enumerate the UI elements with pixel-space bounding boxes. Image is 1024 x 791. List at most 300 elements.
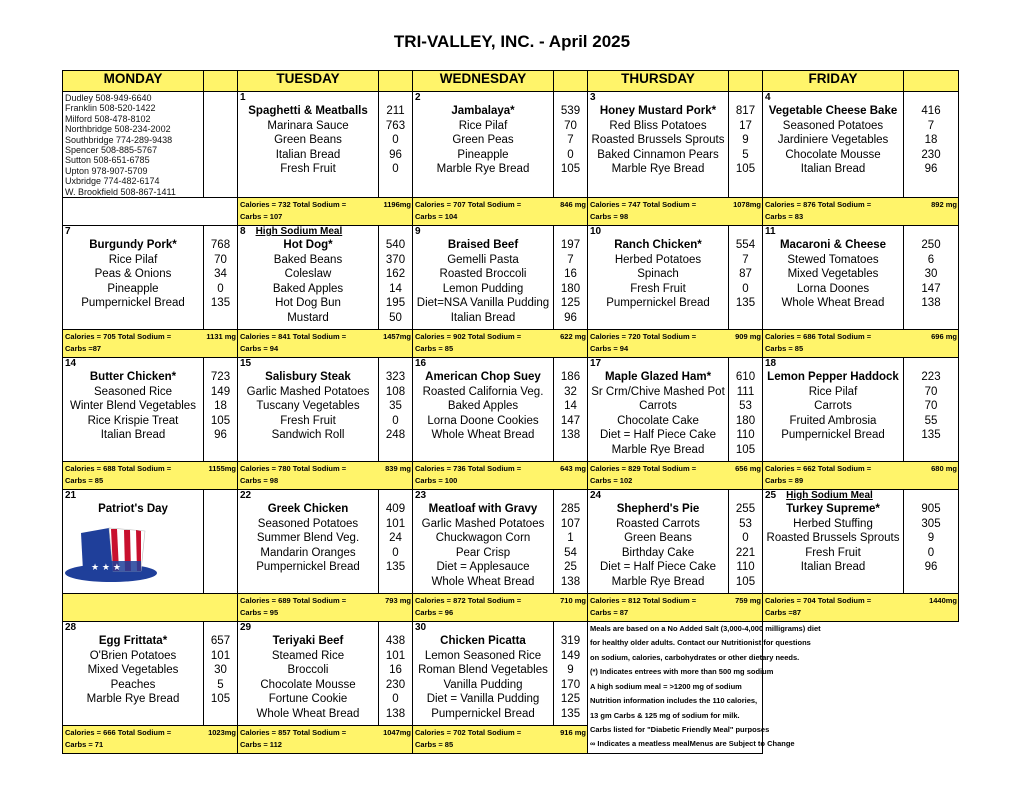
calorie-column — [554, 92, 588, 198]
calorie-value: 305 — [921, 517, 941, 530]
calorie-value: 30 — [924, 268, 938, 281]
nutrition-footer — [63, 330, 238, 358]
footer-line-1 — [238, 594, 412, 607]
menu-item: Mixed Vegetables — [87, 664, 179, 677]
calorie-value: 110 — [736, 429, 755, 442]
calorie-value: 70 — [564, 119, 577, 132]
nutrition-footer — [763, 198, 959, 226]
date-number — [413, 92, 553, 104]
calorie-value: 817 — [735, 105, 756, 117]
calorie-column — [729, 358, 763, 462]
footer-line-1 — [413, 198, 587, 211]
calorie-value: 53 — [739, 400, 752, 413]
menu-item: Spinach — [637, 268, 679, 281]
menu-item: Roasted Broccoli — [439, 268, 527, 281]
calorie-value: 125 — [560, 297, 581, 310]
menu-item: Diet = Applesauce — [436, 561, 530, 574]
day-header-spacer — [204, 71, 238, 92]
menu-item: Green Beans — [624, 532, 692, 545]
nutrition-footer — [588, 594, 763, 622]
day-cell — [413, 358, 554, 462]
date-label: 4 — [765, 92, 771, 103]
menu-items — [63, 634, 203, 707]
menu-item: Sr Crm/Chive Mashed Pot — [591, 385, 725, 398]
day-cell — [238, 622, 379, 726]
day-cell — [763, 358, 904, 462]
menu-item: Lemon Pudding — [442, 282, 524, 295]
day-header: FRIDAY — [763, 71, 904, 92]
calories-total: Calories = 841 Total Sodium = — [240, 332, 347, 342]
menu-items — [63, 238, 203, 311]
carbs-total: Carbs =87 — [765, 608, 802, 618]
sodium-total: 916 mg — [560, 728, 586, 738]
footer-line-1 — [238, 330, 412, 343]
calorie-value: 319 — [560, 635, 581, 648]
high-sodium-tag: High Sodium Meal — [786, 490, 873, 502]
calorie-values — [729, 92, 762, 177]
menu-item: Chocolate Mousse — [785, 148, 881, 161]
calorie-value: 14 — [564, 400, 577, 413]
page-title: TRI-VALLEY, INC. - April 2025 — [393, 32, 631, 51]
menu-item: Fresh Fruit — [280, 414, 336, 427]
date-label: 9 — [415, 226, 421, 238]
menu-item: Seasoned Potatoes — [782, 119, 884, 132]
calorie-column — [904, 226, 959, 330]
date-number — [588, 358, 728, 370]
sodium-total: 680 mg — [931, 464, 957, 474]
menu-item: Herbed Stuffing — [793, 517, 873, 530]
menu-item: Greek Chicken — [267, 503, 349, 516]
carbs-total: Carbs = 94 — [590, 344, 629, 354]
calorie-value: 5 — [742, 148, 749, 161]
calories-total: Calories = 704 Total Sodium = — [765, 596, 872, 606]
menu-item: Carrots — [814, 400, 852, 413]
menu-items — [63, 370, 203, 443]
calorie-values — [904, 358, 958, 443]
calorie-values — [904, 92, 958, 177]
date-label: 7 — [65, 226, 71, 238]
menu-item: Baked Cinnamon Pears — [597, 148, 719, 161]
sodium-total: 1023mg — [208, 728, 236, 738]
calorie-value: 0 — [927, 546, 935, 559]
carbs-total: Carbs = 102 — [590, 476, 633, 486]
menu-item: Whole Wheat Bread — [431, 429, 535, 442]
calories-total: Calories = 666 Total Sodium = — [65, 728, 172, 738]
footer-line-1 — [763, 462, 958, 475]
menu-item: Garlic Mashed Potatoes — [246, 385, 370, 398]
menu-item: Hot Dog Bun — [275, 297, 341, 310]
menu-item: Chocolate Cake — [617, 414, 699, 427]
contact-line: Upton 978-907-5709 — [65, 165, 148, 176]
carbs-total: Carbs = 85 — [415, 740, 454, 750]
menu-items — [763, 104, 903, 177]
date-number — [238, 358, 378, 370]
menu-item: Pumpernickel Bread — [781, 429, 885, 442]
menu-item: Fresh Fruit — [630, 282, 686, 295]
menu-item: Roasted Brussels Sprouts — [591, 134, 725, 147]
meatless-note: ∞ Indicates a meatless meal — [590, 739, 690, 749]
calorie-value: 105 — [735, 576, 756, 589]
menu-item: Whole Wheat Bread — [781, 297, 885, 310]
menu-item: Peaches — [110, 678, 156, 691]
nutrition-footer — [413, 594, 588, 622]
menu-item: Lorna Doone Cookies — [427, 414, 539, 427]
footer-line-1 — [238, 462, 412, 475]
calorie-value: 0 — [567, 148, 574, 161]
calorie-value: 16 — [389, 664, 402, 677]
menu-item: Fresh Fruit — [280, 163, 336, 176]
calorie-value: 108 — [385, 385, 406, 398]
calorie-column — [904, 92, 959, 198]
calories-total: Calories = 736 Total Sodium = — [415, 464, 522, 474]
menu-item: Whole Wheat Bread — [256, 708, 360, 721]
week-footer-row — [63, 594, 959, 622]
menu-items — [588, 104, 728, 177]
date-number — [763, 226, 903, 238]
menu-item: Vegetable Cheese Bake — [768, 105, 898, 117]
week-row — [63, 622, 959, 726]
date-label: 23 — [415, 490, 427, 502]
week-row — [63, 490, 959, 594]
date-label: 25 — [765, 490, 777, 502]
day-cell — [413, 92, 554, 198]
calorie-value: 111 — [736, 385, 755, 398]
menu-item: Maple Glazed Ham* — [604, 371, 712, 384]
menu-item: Chuckwagon Corn — [435, 532, 531, 545]
nutrition-footer — [763, 462, 959, 490]
calorie-value: 323 — [385, 371, 406, 384]
menu-item: Broccoli — [287, 664, 329, 677]
calorie-value: 539 — [560, 105, 581, 117]
date-number — [63, 358, 203, 370]
menu-items — [588, 502, 728, 590]
date-number — [238, 226, 378, 238]
calories-total: Calories = 857 Total Sodium = — [240, 728, 347, 738]
calorie-value: 223 — [921, 371, 941, 384]
carbs-total: Carbs = 94 — [240, 344, 279, 354]
calorie-values — [904, 226, 958, 311]
date-number — [413, 490, 553, 502]
calorie-value: 135 — [210, 297, 231, 310]
menu-item: Diet = Half Piece Cake — [599, 561, 716, 574]
sodium-total: 839 mg — [385, 464, 411, 474]
calorie-value: 230 — [385, 678, 406, 691]
calorie-value: 147 — [921, 282, 941, 295]
calories-total: Calories = 705 Total Sodium = — [65, 332, 172, 342]
calorie-value: 96 — [924, 561, 938, 574]
calorie-value: 285 — [560, 503, 581, 516]
calorie-column — [204, 622, 238, 726]
nutrition-footer — [63, 462, 238, 490]
carbs-total: Carbs = 89 — [765, 476, 804, 486]
carbs-total: Carbs = 100 — [415, 476, 458, 486]
calorie-column — [554, 358, 588, 462]
calorie-value: 0 — [392, 134, 399, 147]
calories-total: Calories = 689 Total Sodium = — [240, 596, 347, 606]
calorie-value: 416 — [921, 105, 941, 117]
menu-item: American Chop Suey — [425, 371, 541, 384]
calorie-value: 96 — [564, 312, 577, 325]
menu-item: Stewed Tomatoes — [787, 253, 879, 266]
carbs-total: Carbs = 85 — [765, 344, 804, 354]
calorie-column — [729, 226, 763, 330]
calorie-value: 105 — [210, 693, 231, 706]
menu-item: Roasted Carrots — [616, 517, 700, 530]
calorie-value: 30 — [214, 664, 227, 677]
menu-item: Coleslaw — [284, 268, 332, 281]
calorie-value: 0 — [742, 532, 749, 545]
calorie-value: 195 — [385, 297, 406, 310]
contact-line: Milford 508-478-8102 — [65, 113, 151, 124]
note-line: 13 gm Carbs & 125 mg of sodium for milk. — [590, 710, 740, 720]
date-label: 17 — [590, 358, 602, 370]
calorie-value: 0 — [217, 282, 224, 295]
sodium-total: 1047mg — [383, 728, 411, 738]
nutrition-footer — [238, 330, 413, 358]
date-number — [63, 490, 203, 502]
calorie-column — [729, 92, 763, 198]
carbs-total: Carbs = 85 — [415, 344, 454, 354]
menu-item: Garlic Mashed Potatoes — [421, 517, 545, 530]
calorie-value: 105 — [735, 163, 756, 176]
calorie-value: 250 — [921, 239, 941, 252]
calorie-value: 370 — [385, 253, 406, 266]
menu-item: Fortune Cookie — [268, 693, 348, 706]
day-cell — [763, 226, 904, 330]
week-footer-row — [63, 726, 959, 754]
week-row — [63, 358, 959, 462]
footer-line-1 — [238, 726, 412, 739]
calorie-values — [204, 358, 237, 443]
menu-item: Fruited Ambrosia — [789, 414, 877, 427]
calorie-value: 768 — [210, 239, 231, 252]
date-number — [763, 490, 903, 502]
note-last-line — [590, 737, 795, 751]
date-label: 14 — [65, 358, 77, 370]
calorie-value: 5 — [217, 678, 224, 691]
date-label: 24 — [590, 490, 602, 502]
calorie-value: 53 — [739, 517, 752, 530]
menu-item: Burgundy Pork* — [89, 239, 177, 252]
day-header-spacer — [729, 71, 763, 92]
sodium-total: 1078mg — [733, 200, 761, 210]
menu-item: Butter Chicken* — [89, 371, 177, 384]
calorie-value: 135 — [735, 297, 756, 310]
menu-item: Pumpernickel Bread — [431, 708, 535, 721]
menu-item: Marble Rye Bread — [611, 444, 705, 457]
calories-total: Calories = 747 Total Sodium = — [590, 200, 697, 210]
svg-text:★ ★ ★: ★ ★ ★ — [91, 562, 121, 573]
calorie-value: 17 — [739, 119, 752, 132]
date-label: 2 — [415, 92, 421, 103]
sodium-total: 892 mg — [931, 200, 957, 210]
day-header: TUESDAY — [238, 71, 379, 92]
calorie-value: 101 — [385, 649, 406, 662]
menu-items — [763, 502, 903, 575]
date-label: 16 — [415, 358, 427, 370]
calorie-value: 54 — [564, 546, 577, 559]
contact-line: Northbridge 508-234-2002 — [65, 124, 171, 135]
calorie-value: 149 — [210, 385, 231, 398]
sodium-total: 643 mg — [560, 464, 586, 474]
menu-item: Lemon Pepper Haddock — [767, 371, 899, 384]
menu-item: Diet = Half Piece Cake — [599, 429, 716, 442]
day-header-row — [63, 71, 959, 92]
calorie-values — [904, 490, 958, 575]
menu-item: Hot Dog* — [283, 239, 333, 252]
carbs-total: Carbs = 107 — [240, 212, 283, 222]
calorie-value: 180 — [560, 282, 581, 295]
date-number — [413, 358, 553, 370]
calorie-column — [204, 226, 238, 330]
date-label: 3 — [590, 92, 596, 103]
menu-item: Meatloaf with Gravy — [428, 503, 538, 516]
high-sodium-tag: High Sodium Meal — [255, 226, 343, 238]
carbs-total: Carbs = 104 — [415, 212, 458, 222]
day-cell — [238, 358, 379, 462]
menu-item: Braised Beef — [447, 239, 519, 252]
menu-item: Diet = Vanilla Pudding — [426, 693, 540, 706]
footer-line-1 — [763, 330, 958, 343]
calorie-value: 1 — [567, 532, 574, 545]
calorie-value: 101 — [210, 649, 231, 662]
date-number — [588, 490, 728, 502]
menu-item: Marble Rye Bread — [436, 163, 530, 176]
note-line: Carbs listed for "Diabetic Friendly Meal" purposes — [590, 724, 770, 734]
calorie-value: 149 — [560, 649, 581, 662]
calorie-value: 135 — [560, 708, 581, 721]
menu-item: Turkey Supreme* — [786, 503, 880, 516]
menu-items — [413, 238, 553, 326]
sodium-total: 909 mg — [735, 332, 761, 342]
calorie-column — [379, 490, 413, 594]
sodium-total: 759 mg — [735, 596, 761, 606]
calories-total: Calories = 732 Total Sodium = — [240, 200, 347, 210]
footer-line-1 — [588, 462, 762, 475]
menu-item: Pumpernickel Bread — [606, 297, 710, 310]
carbs-total: Carbs =87 — [65, 344, 102, 354]
calories-total: Calories = 872 Total Sodium = — [415, 596, 522, 606]
date-label: 18 — [765, 358, 777, 370]
date-label: 1 — [240, 92, 246, 103]
sodium-total: 1440mg — [929, 596, 957, 606]
nutrition-footer — [238, 726, 413, 754]
note-line: (*) Indicates entrees with more than 500 mg sodium — [590, 667, 774, 677]
calorie-values — [729, 358, 762, 458]
menu-item: Mandarin Oranges — [260, 546, 356, 559]
menu-item: Mixed Vegetables — [787, 268, 879, 281]
menu-item: Pear Crisp — [455, 546, 511, 559]
calorie-value: 24 — [389, 532, 402, 545]
calorie-value: 170 — [560, 678, 581, 691]
menu-item: Italian Bread — [800, 561, 866, 574]
calorie-value: 610 — [735, 371, 756, 384]
menu-item: Teriyaki Beef — [272, 635, 344, 648]
nutrition-footer — [413, 462, 588, 490]
footer-line-1 — [63, 462, 237, 475]
calorie-value: 34 — [214, 268, 227, 281]
nutrition-footer — [238, 462, 413, 490]
day-cell — [413, 490, 554, 594]
sodium-total: 1155mg — [208, 464, 236, 474]
nutrition-footer — [238, 594, 413, 622]
menu-items — [238, 370, 378, 443]
menu-item: Italian Bread — [800, 163, 866, 176]
menu-item: Pineapple — [457, 148, 509, 161]
calorie-value: 96 — [389, 148, 402, 161]
calorie-column — [904, 358, 959, 462]
calorie-value: 6 — [927, 253, 935, 266]
menu-item: Pineapple — [107, 282, 159, 295]
date-number — [238, 490, 378, 502]
nutrition-footer — [413, 198, 588, 226]
calorie-value: 101 — [385, 517, 406, 530]
menu-items — [413, 502, 553, 590]
footer-line-1 — [413, 330, 587, 343]
calorie-value: 32 — [564, 385, 577, 398]
calories-total: Calories = 812 Total Sodium = — [590, 596, 697, 606]
calorie-values — [379, 226, 412, 326]
footer-line-1 — [413, 594, 587, 607]
calorie-value: 107 — [560, 517, 581, 530]
nutrition-footer — [413, 726, 588, 754]
calorie-value: 221 — [735, 546, 756, 559]
date-label: 8 — [240, 226, 246, 238]
menu-item: Shepherd's Pie — [616, 503, 700, 516]
date-number — [588, 92, 728, 104]
menu-item: Red Bliss Potatoes — [609, 119, 707, 132]
menu-item: Vanilla Pudding — [443, 678, 523, 691]
footer-line-1 — [238, 198, 412, 211]
sodium-total: 656 mg — [735, 464, 761, 474]
menu-item: Lorna Doones — [796, 282, 870, 295]
note-line: for healthy older adults. Contact our Nutritionist for questions — [590, 638, 811, 648]
menu-item: Rice Pilaf — [108, 253, 158, 266]
calorie-value: 409 — [385, 503, 406, 516]
calorie-values — [379, 92, 412, 177]
calorie-column — [204, 490, 238, 594]
subject-to-change-note: Menus are Subject to Change — [689, 739, 795, 749]
calorie-value: 125 — [560, 693, 581, 706]
menu-items — [763, 370, 903, 443]
day-cell — [238, 226, 379, 330]
calorie-values — [554, 490, 587, 590]
calorie-value: 763 — [385, 119, 406, 132]
menu-item: Roasted California Veg. — [422, 385, 544, 398]
contact-line: Southbridge 774-289-9438 — [65, 134, 173, 145]
calorie-column — [204, 92, 238, 198]
sodium-total: 1457mg — [383, 332, 411, 342]
footer-line-1 — [588, 198, 762, 211]
menu-item: Pumpernickel Bread — [81, 297, 185, 310]
day-cell — [588, 92, 729, 198]
day-cell — [763, 92, 904, 198]
day-cell — [63, 622, 204, 726]
menu-item: Birthday Cake — [621, 546, 695, 559]
sodium-total: 696 mg — [931, 332, 957, 342]
menu-calendar — [62, 70, 959, 754]
date-label: 21 — [65, 490, 77, 502]
uncle-sam-hat-icon — [63, 525, 203, 588]
calorie-value: 0 — [392, 546, 399, 559]
calorie-value: 105 — [560, 163, 581, 176]
menu-item: Steamed Rice — [271, 649, 345, 662]
menu-item: Pumpernickel Bread — [256, 561, 360, 574]
day-cell — [238, 490, 379, 594]
note-line: Meals are based on a No Added Salt (3,000-4,000 milligrams) diet — [590, 624, 821, 634]
calorie-value: 105 — [210, 414, 231, 427]
calorie-value: 18 — [924, 134, 938, 147]
